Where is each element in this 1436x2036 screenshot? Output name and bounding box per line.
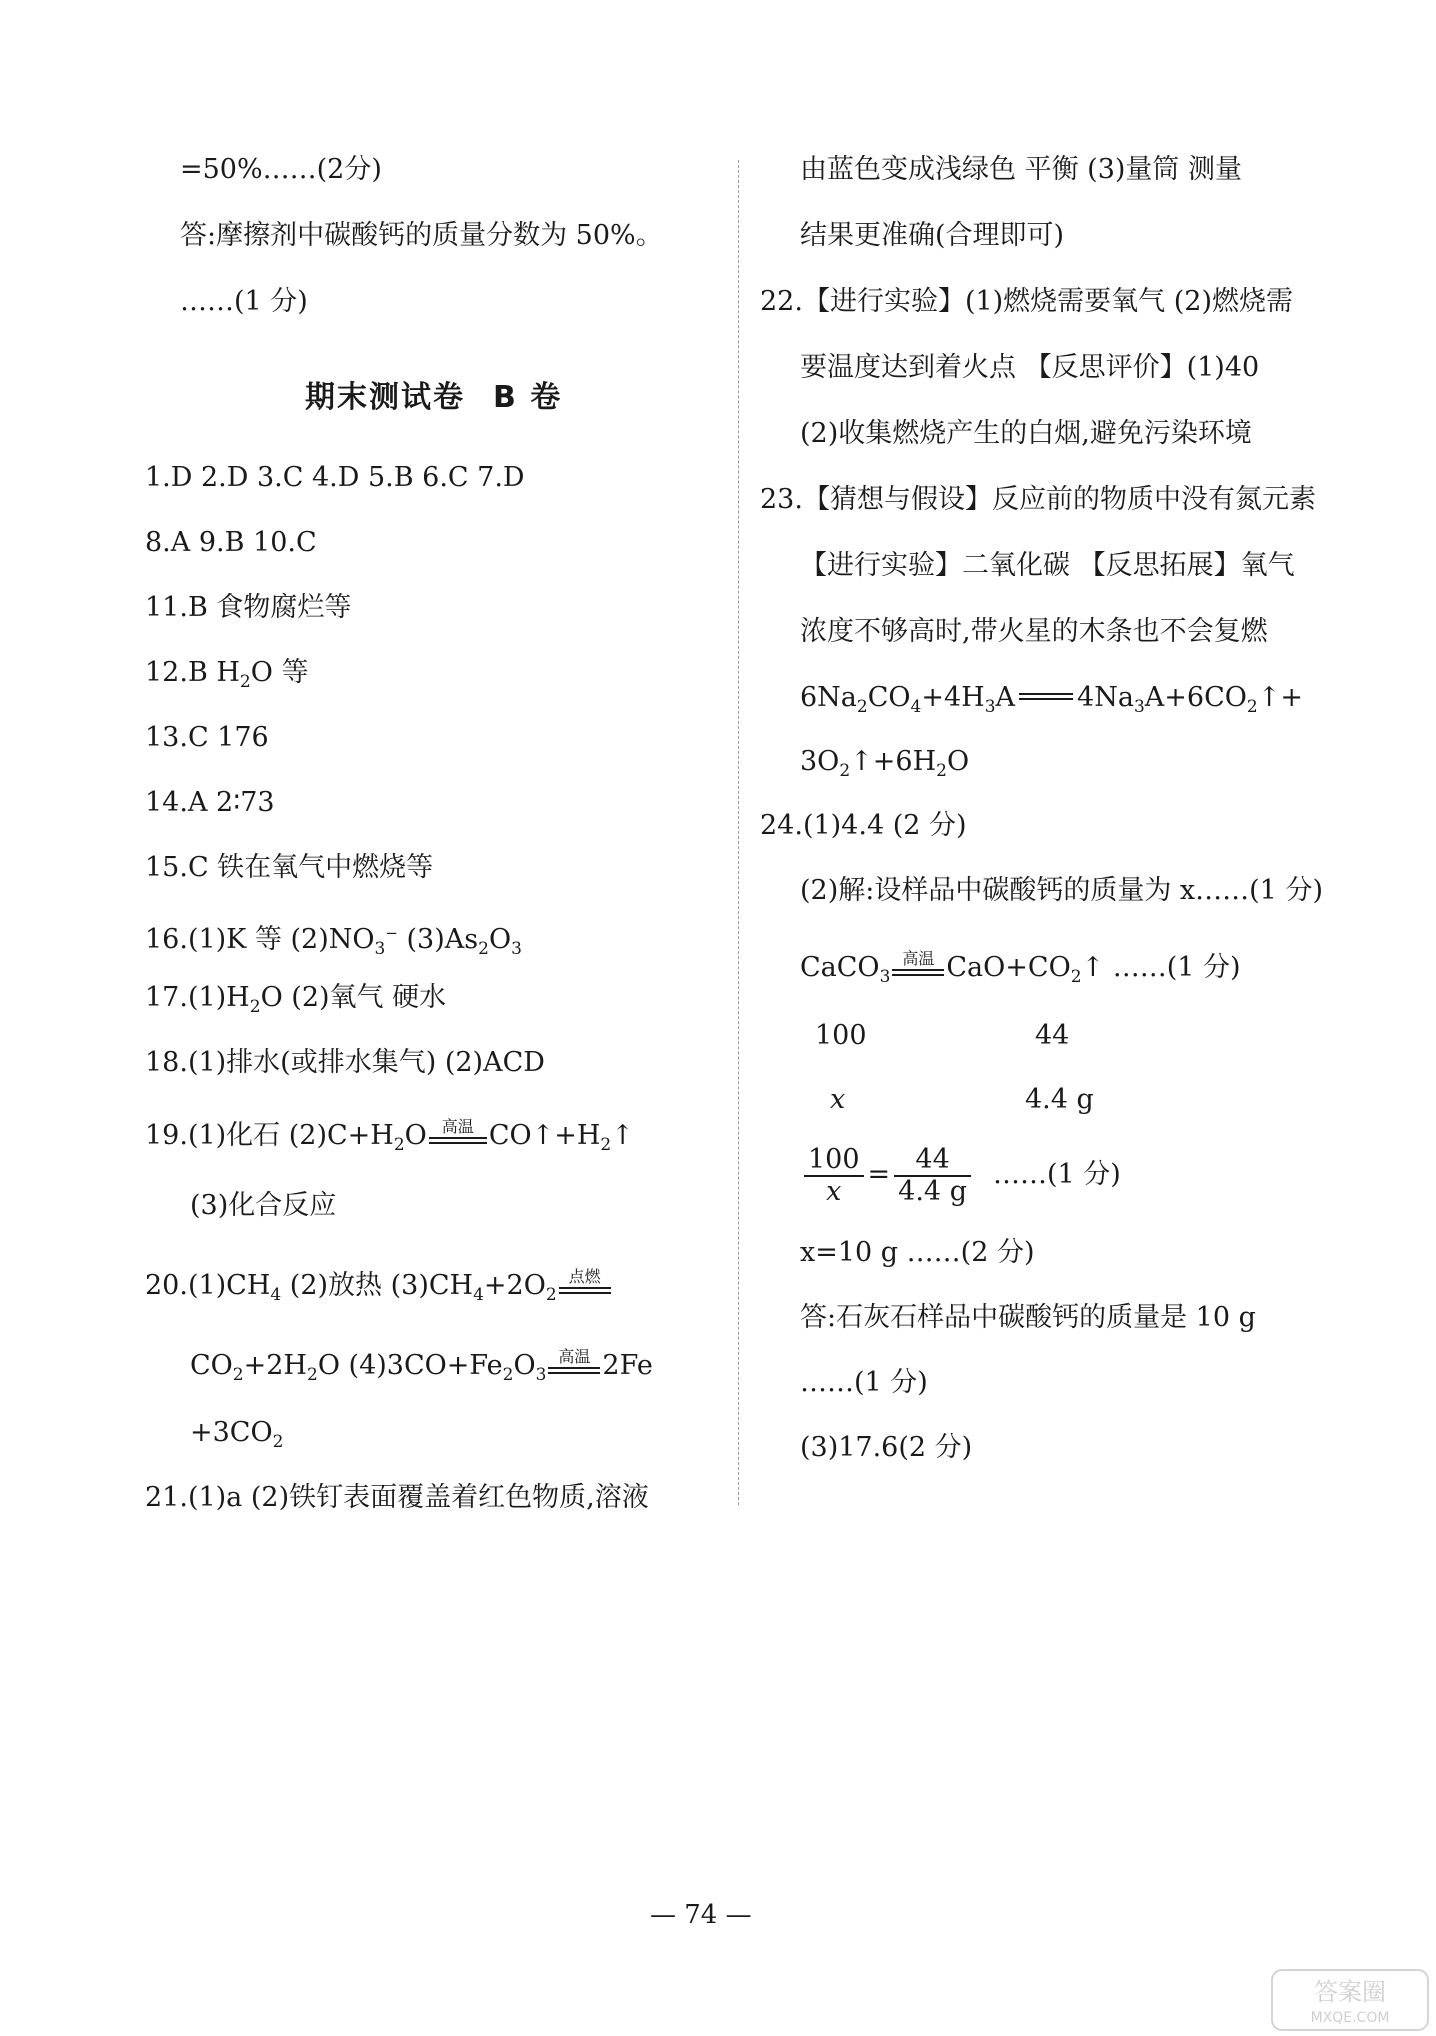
column-divider	[738, 160, 739, 1505]
equals-bar	[1019, 693, 1073, 700]
answer-line	[190, 1415, 283, 1451]
answer-line	[145, 1268, 613, 1304]
section-title-main: 期末测试卷	[305, 380, 465, 415]
subscript: 2	[545, 1285, 557, 1305]
text: CaCO	[800, 952, 880, 983]
text: CaO+CO	[946, 952, 1071, 983]
text: O (2)氧气 硬水	[260, 982, 447, 1013]
text-line: =50%……(2分)	[180, 154, 382, 185]
subscript: 2	[600, 1135, 612, 1155]
watermark-title: 答案圈	[1314, 1978, 1386, 2006]
page-number: — 74 —	[650, 1900, 752, 1930]
answer-line: 24.(1)4.4 (2 分)	[760, 810, 967, 841]
answer-line: x=10 g ……(2 分)	[800, 1237, 1035, 1268]
text: ↑ ……(1 分)	[1081, 952, 1241, 983]
denominator: x	[826, 1175, 842, 1207]
answer-line: 8.A 9.B 10.C	[145, 527, 317, 558]
equation-line	[800, 950, 1241, 986]
equals-bar	[892, 969, 944, 976]
text: 19.(1)化石 (2)C+H	[145, 1120, 394, 1151]
text: 17.(1)H	[145, 982, 250, 1013]
text: 12.B H	[145, 657, 240, 688]
unknown-variable: x	[830, 1084, 846, 1115]
answer-line: 22.【进行实验】(1)燃烧需要氧气 (2)燃烧需	[760, 286, 1294, 317]
text: (2)放热 (3)CH	[281, 1270, 474, 1301]
text: 2Fe	[602, 1350, 653, 1381]
text: CO	[867, 682, 911, 713]
reaction-condition	[892, 950, 944, 976]
subscript: 4	[910, 697, 922, 717]
text: 16.(1)K 等 (2)NO	[145, 924, 375, 955]
subscript: 3	[879, 967, 891, 987]
answer-line: (2)收集燃烧产生的白烟,避免污染环境	[800, 418, 1252, 449]
subscript: 3	[1133, 697, 1145, 717]
subscript: 3	[535, 1365, 547, 1385]
condition-label: 高温	[441, 1117, 474, 1136]
fraction	[804, 1145, 864, 1207]
text: 4Na	[1077, 682, 1134, 713]
fraction	[894, 1145, 971, 1207]
text: +3CO	[190, 1417, 273, 1448]
molar-mass: 100	[815, 1020, 867, 1051]
subscript: 2	[239, 672, 251, 692]
text: 20.(1)CH	[145, 1270, 271, 1301]
answer-line	[145, 980, 446, 1016]
subscript: 2	[1246, 697, 1258, 717]
answer-line	[145, 655, 308, 691]
subscript: 2	[249, 997, 261, 1017]
subscript: 2	[232, 1365, 244, 1385]
answer-line: 1.D 2.D 3.C 4.D 5.B 6.C 7.D	[145, 462, 525, 493]
text: A	[995, 682, 1016, 713]
answer-line	[145, 915, 522, 959]
subscript: 3	[511, 939, 522, 959]
condition-label: 点燃	[568, 1267, 601, 1286]
answer-line: 结果更准确(合理即可)	[800, 220, 1065, 251]
text: 6Na	[800, 682, 857, 713]
reaction-condition	[548, 1348, 600, 1374]
answer-line: 13.C 176	[145, 722, 269, 753]
text: 3O	[800, 746, 840, 777]
subscript: 2	[393, 1135, 405, 1155]
answer-line: ……(1 分)	[800, 1367, 928, 1398]
text: CO↑+H	[488, 1120, 601, 1151]
equation-line	[800, 680, 1303, 716]
numerator: 100	[804, 1145, 864, 1177]
subscript: 2	[839, 761, 851, 781]
subscript: 2	[936, 761, 947, 781]
answer-line: 浓度不够高时,带火星的木条也不会复燃	[800, 616, 1268, 647]
text: O	[404, 1120, 427, 1151]
text: (3)As	[397, 924, 479, 955]
text: O 等	[250, 657, 309, 688]
answer-line	[145, 1118, 634, 1154]
answer-line: 18.(1)排水(或排水集气) (2)ACD	[145, 1047, 545, 1078]
answer-line: (2)解:设样品中碳酸钙的质量为 x……(1 分)	[800, 875, 1323, 906]
answer-line: (3)化合反应	[190, 1190, 337, 1221]
molar-mass: 44	[1035, 1020, 1070, 1051]
subscript: 2	[1070, 967, 1082, 987]
text: O	[488, 924, 512, 955]
subscript: 2	[478, 939, 489, 959]
numerator: 44	[894, 1145, 971, 1177]
subscript: 2	[856, 697, 868, 717]
equals-sign: =	[867, 1159, 891, 1190]
watermark-url: MXQE.COM	[1310, 2010, 1390, 2026]
known-mass: 4.4 g	[1025, 1084, 1094, 1115]
fraction-equation	[800, 1140, 1121, 1210]
equation-line	[800, 744, 969, 780]
text: ↑	[611, 1120, 634, 1151]
text: +4H	[921, 682, 985, 713]
answer-line	[190, 1348, 653, 1384]
answer-line: 11.B 食物腐烂等	[145, 592, 352, 623]
text: O (4)3CO+Fe	[317, 1350, 503, 1381]
subscript: 3	[984, 697, 996, 717]
subscript: 2	[272, 1432, 284, 1452]
superscript: −	[385, 924, 398, 942]
reaction-condition	[429, 1118, 487, 1144]
equals-bar	[548, 1367, 600, 1374]
text-line: 答:摩擦剂中碳酸钙的质量分数为 50%。	[180, 220, 663, 251]
answer-line: 14.A 2∶73	[145, 787, 275, 818]
watermark-logo	[1270, 1968, 1430, 2032]
text: +2H	[243, 1350, 307, 1381]
section-title-variant: B 卷	[493, 380, 563, 415]
watermark-icon	[1270, 1968, 1430, 2032]
text: ↑+	[1257, 682, 1303, 713]
equals-bar	[559, 1287, 611, 1294]
text: A+6CO	[1144, 682, 1247, 713]
reaction-condition	[559, 1268, 611, 1294]
points: ……(1 分)	[992, 1159, 1121, 1190]
answer-line: (3)17.6(2 分)	[800, 1432, 973, 1463]
subscript: 2	[306, 1365, 318, 1385]
condition-label: 高温	[902, 949, 935, 968]
equals-bar	[429, 1137, 487, 1144]
answer-line: 【进行实验】二氧化碳 【反思拓展】氧气	[800, 550, 1295, 581]
section-title	[305, 372, 562, 416]
answer-line: 答:石灰石样品中碳酸钙的质量是 10 g	[800, 1302, 1256, 1333]
text: CO	[190, 1350, 233, 1381]
subscript: 4	[270, 1285, 282, 1305]
answer-line: 23.【猜想与假设】反应前的物质中没有氮元素	[760, 484, 1316, 515]
text: ↑+6H	[850, 746, 937, 777]
answer-line: 21.(1)a (2)铁钉表面覆盖着红色物质,溶液	[145, 1482, 649, 1513]
text: +2O	[483, 1270, 546, 1301]
answer-line: 由蓝色变成浅绿色 平衡 (3)量筒 测量	[800, 154, 1242, 185]
condition-label: 高温	[558, 1347, 591, 1366]
denominator: 4.4 g	[898, 1175, 967, 1207]
subscript: 4	[473, 1285, 484, 1305]
answer-line: 要温度达到着火点 【反思评价】(1)40	[800, 352, 1260, 383]
text: O	[946, 746, 970, 777]
subscript: 3	[374, 939, 386, 959]
text: O	[513, 1350, 536, 1381]
subscript: 2	[502, 1365, 514, 1385]
answer-line: 15.C 铁在氧气中燃烧等	[145, 852, 434, 883]
text-line: ……(1 分)	[180, 286, 308, 317]
